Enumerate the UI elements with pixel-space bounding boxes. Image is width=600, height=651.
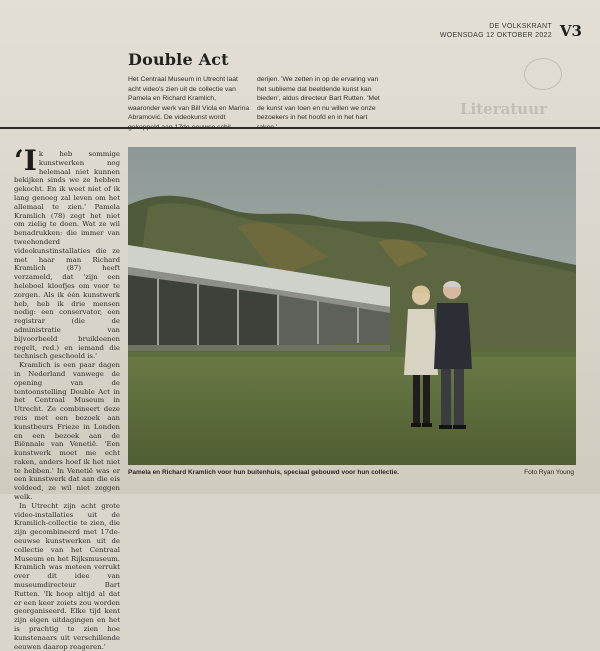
body-text: k heb sommige kunstwerken nog helemaal niet kunnen bekijken sinds we ze hebben gekocht. En ik weet niet of ik lang genoeg zal leven om het allemaal te zien.' Pamela Kramlich (78) zegt het niet om zielig te doen. Wat ze wil benadrukken: die immer van tweehonderd videokunstinstallaties die ze met haar man Richard Kramlich (87) heeft verzameld, dat 'zijn een heleboel kloofjes om voor te zorgen. Als ik één kunstwerk heb, heb ik drie mensen nodig: een conservator, een registrar (die de administratie van bijvoorbeeld bruikleenen regelt, red.) en iemand die technisch geschoold is.' — [14, 150, 120, 361]
dropcap: ‘I — [14, 144, 37, 177]
issue-date: WOENSDAG 12 OKTOBER 2022 — [439, 32, 552, 39]
intro-column-2: derijen. 'We zetten in op de ervaring van het sublieme dat beeldende kunst kan bieden', aldus directeur Bart Rutten. 'Met de kunst van toen en nu willen we onze bezoekers in het hoofd en in het hart — [257, 76, 380, 122]
page-number: V3 — [559, 22, 582, 40]
photo-illustration — [128, 147, 576, 465]
body-paragraph: Kramlich is een paar dagen in Nederland vanwege de opening van de tentoonstelling Double Act in het Centraal Museum in Utrecht. Ze combineert deze reis met een bezoek aan kunstbeurs Frieze in Londen en een bezoek aan de Biënnale van Venetië. 'Een kunstwerk moet me echt raken, anders hoef ik het niet te hebben.' In Venetië was er een kunstwerk dat aan die eis voldeed, ze wil niet zeggen welk. — [14, 361, 120, 502]
section-divider — [0, 127, 600, 129]
photo-credit: Foto Ryan Young — [524, 469, 574, 476]
article-photo — [128, 147, 576, 465]
faded-emblem-icon — [524, 58, 562, 90]
article-headline: Double Act — [128, 50, 229, 69]
body-paragraph: In Utrecht zijn acht grote video-installaties uit de Kramlich-collectie te zien, die zijn gecombineerd met 17de-eeuwse kunstwerken uit de collectie van het Centraal Museum en het Rijksmuseum. Kramlich was meteen verrukt over dit idee van museumdirecteur Bart Rutten. 'Ik hoop altijd al dat er een keer zoiets zou worden georganiseerd. Elke tijd kent zijn eigen uitdagingen en het is prachtig te zien hoe kunstenaars uit verschillende eeuwen daarop reageren.' — [14, 501, 120, 651]
body-paragraph — [14, 144, 120, 361]
article-body — [14, 144, 120, 651]
intro-column-1: Het Centraal Museum in Utrecht laat acht video's zien uit de collectie van Pamela en Richard Kramlich, waaronder werk van Bill Viola en Marina Abramović. De videokunst wordt — [128, 76, 250, 122]
masthead — [440, 22, 582, 40]
masthead-text — [440, 22, 552, 40]
paper-name: DE VOLKSKRANT — [489, 23, 552, 30]
bleed-through-text: Literatuur — [460, 100, 547, 118]
photo-caption: Pamela en Richard Kramlich voor hun buitenhuis, speciaal gebouwd voor hun collectie. — [128, 469, 399, 476]
